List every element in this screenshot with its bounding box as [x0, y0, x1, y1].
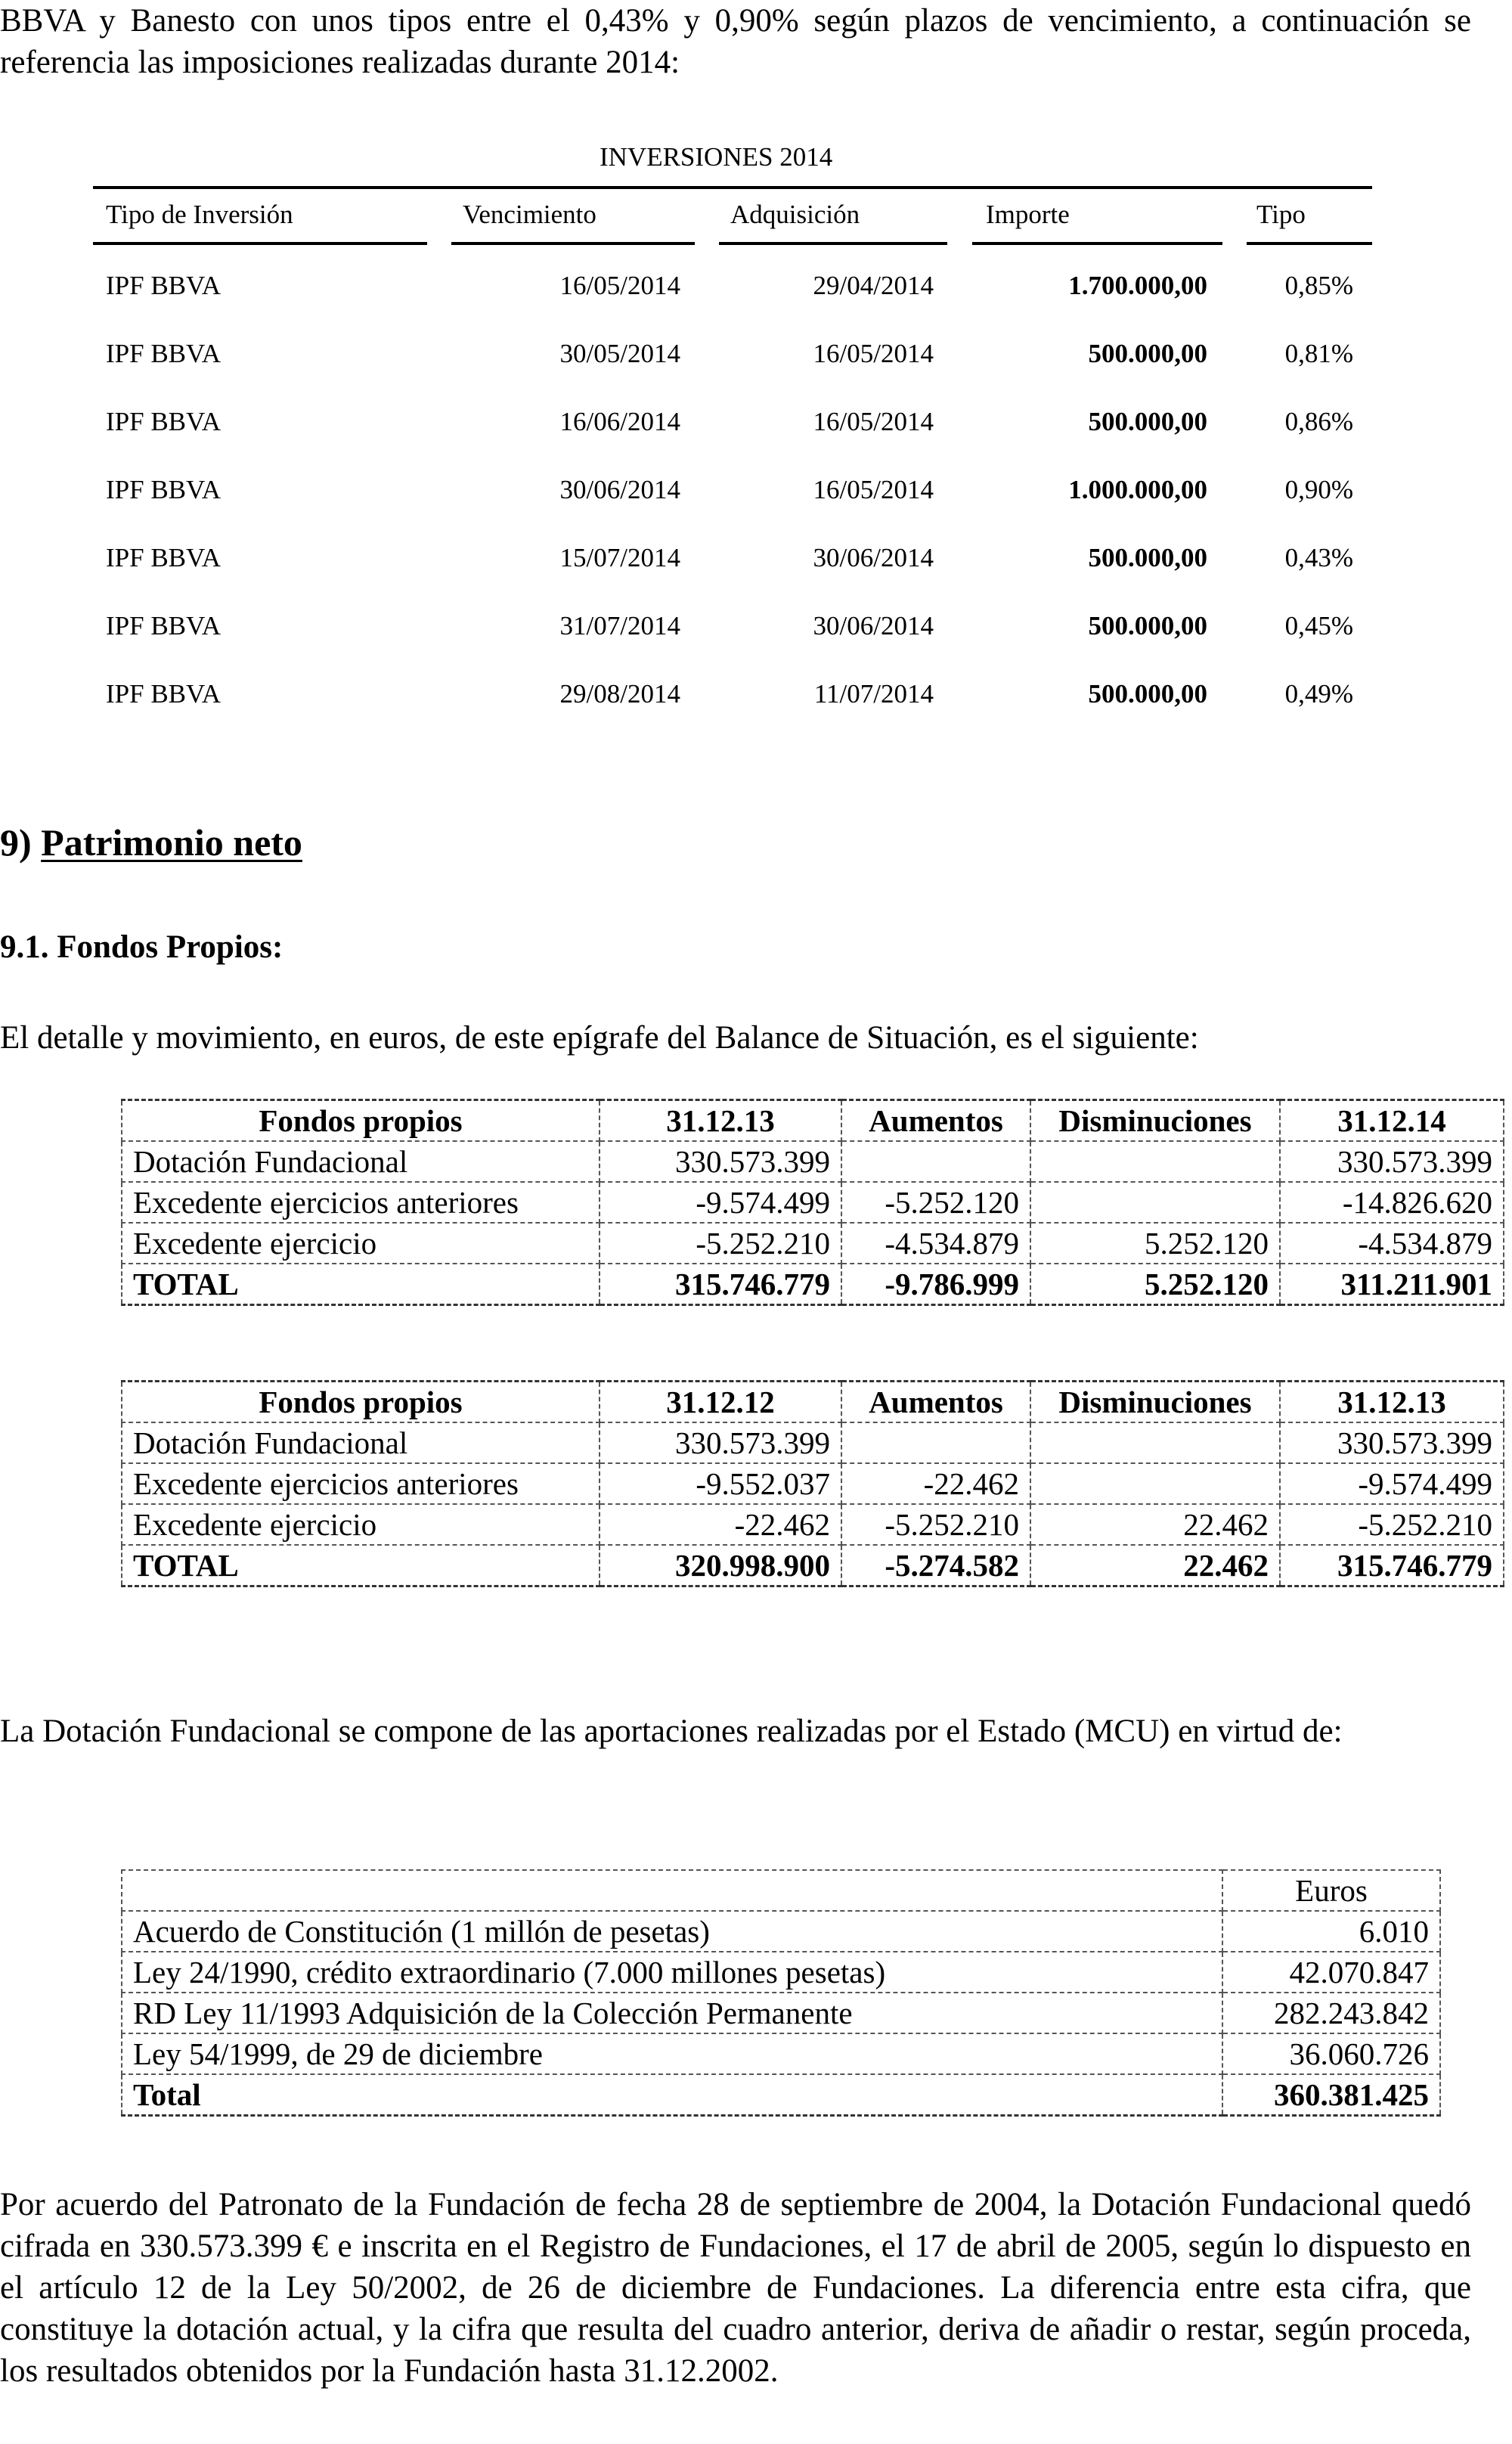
- row-label: Ley 54/1999, de 29 de diciembre: [122, 2033, 1222, 2074]
- cell-tipo: 0,45%: [1284, 611, 1353, 640]
- cell-value: -5.252.210: [600, 1223, 841, 1264]
- header-underline: [1247, 242, 1372, 245]
- cell-value: 330.573.399: [600, 1422, 841, 1463]
- cell-value: -22.462: [841, 1463, 1030, 1504]
- table-row: [122, 2033, 1440, 2074]
- total-value: -5.274.582: [841, 1545, 1030, 1586]
- section-number: 9): [0, 821, 32, 864]
- row-label: Dotación Fundacional: [122, 1422, 600, 1463]
- total-row: [122, 2074, 1440, 2116]
- cell-tipo-inversion: IPF BBVA: [106, 407, 222, 436]
- header-empty: [122, 1870, 1222, 1911]
- cell-tipo-inversion: IPF BBVA: [106, 475, 222, 504]
- section-heading: [0, 820, 302, 864]
- cell-value: 282.243.842: [1222, 1993, 1440, 2033]
- cell-adquisicion: 30/06/2014: [813, 543, 934, 572]
- total-value: 315.746.779: [1280, 1545, 1504, 1586]
- header-importe: Importe: [986, 200, 1070, 229]
- cell-value: [1030, 1463, 1280, 1504]
- cell-value: -9.552.037: [600, 1463, 841, 1504]
- cell-tipo-inversion: IPF BBVA: [106, 543, 222, 572]
- row-label: Excedente ejercicios anteriores: [122, 1182, 600, 1223]
- header-underline: [719, 242, 947, 245]
- dotacion-paragraph: La Dotación Fundacional se compone de las aportaciones realizadas por el Estado (MCU) en virtud de:: [0, 1714, 1343, 1749]
- cell-tipo: 0,81%: [1284, 339, 1353, 368]
- fondos-propios-2013-table: [121, 1380, 1504, 1587]
- header-aumentos: Aumentos: [841, 1100, 1030, 1142]
- header-date-end: 31.12.14: [1280, 1100, 1504, 1142]
- cell-importe: 1.700.000,00: [1068, 271, 1207, 300]
- header-aumentos: Aumentos: [841, 1382, 1030, 1423]
- total-value: 5.252.120: [1030, 1264, 1280, 1305]
- cell-tipo: 0,85%: [1284, 271, 1353, 300]
- cell-vencimiento: 16/05/2014: [559, 271, 680, 300]
- intro-paragraph: BBVA y Banesto con unos tipos entre el 0,43% y 0,90% según plazos de vencimiento, a continuación se referencia las imposiciones realizadas durante 2014:: [0, 3, 1471, 80]
- cell-vencimiento: 30/06/2014: [559, 475, 680, 504]
- row-label: Excedente ejercicios anteriores: [122, 1463, 600, 1504]
- row-label: Ley 24/1990, crédito extraordinario (7.000 millones pesetas): [122, 1952, 1222, 1993]
- table-row: [122, 1911, 1440, 1952]
- cell-value: 6.010: [1222, 1911, 1440, 1952]
- cell-value: [1030, 1141, 1280, 1182]
- row-label: Acuerdo de Constitución (1 millón de pesetas): [122, 1911, 1222, 1952]
- cell-value: 330.573.399: [1280, 1141, 1504, 1182]
- total-label: TOTAL: [122, 1264, 600, 1305]
- cell-importe: 500.000,00: [1088, 611, 1207, 640]
- detail-paragraph: El detalle y movimiento, en euros, de este epígrafe del Balance de Situación, es el siguiente:: [0, 1020, 1199, 1056]
- cell-vencimiento: 29/08/2014: [559, 679, 680, 709]
- cell-vencimiento: 31/07/2014: [559, 611, 680, 640]
- cell-tipo-inversion: IPF BBVA: [106, 611, 222, 640]
- cell-value: -22.462: [600, 1504, 841, 1545]
- header-underline: [451, 242, 695, 245]
- fondos-propios-2014-table: [121, 1099, 1504, 1306]
- cell-tipo: 0,43%: [1284, 543, 1353, 572]
- cell-tipo-inversion: IPF BBVA: [106, 271, 222, 300]
- cell-value: 5.252.120: [1030, 1223, 1280, 1264]
- table-row: [122, 1141, 1504, 1182]
- inversiones-title: INVERSIONES 2014: [600, 142, 833, 172]
- aportaciones-table: [121, 1869, 1441, 2117]
- cell-value: 42.070.847: [1222, 1952, 1440, 1993]
- table-row: [122, 1223, 1504, 1264]
- table-row: [122, 1993, 1440, 2033]
- row-label: Excedente ejercicio: [122, 1504, 600, 1545]
- table-header-row: [122, 1100, 1504, 1142]
- header-disminuciones: Disminuciones: [1030, 1100, 1280, 1142]
- cell-importe: 500.000,00: [1088, 543, 1207, 572]
- table-row: [122, 1504, 1504, 1545]
- header-date-start: 31.12.12: [600, 1382, 841, 1423]
- total-row: [122, 1264, 1504, 1305]
- cell-adquisicion: 16/05/2014: [813, 475, 934, 504]
- cell-value: 22.462: [1030, 1504, 1280, 1545]
- row-label: RD Ley 11/1993 Adquisición de la Colección Permanente: [122, 1993, 1222, 2033]
- cell-value: -5.252.210: [841, 1504, 1030, 1545]
- cell-importe: 500.000,00: [1088, 407, 1207, 436]
- section-title: Patrimonio neto: [41, 821, 302, 864]
- header-vencimiento: Vencimiento: [463, 200, 596, 229]
- cell-value: -5.252.120: [841, 1182, 1030, 1223]
- total-value: 360.381.425: [1222, 2074, 1440, 2116]
- cell-vencimiento: 16/06/2014: [559, 407, 680, 436]
- cell-adquisicion: 16/05/2014: [813, 407, 934, 436]
- total-row: [122, 1545, 1504, 1586]
- header-fondos-propios: Fondos propios: [122, 1100, 600, 1142]
- row-label: Dotación Fundacional: [122, 1141, 600, 1182]
- cell-vencimiento: 30/05/2014: [559, 339, 680, 368]
- cell-vencimiento: 15/07/2014: [559, 543, 680, 572]
- total-label: Total: [122, 2074, 1222, 2116]
- table-row: [122, 1422, 1504, 1463]
- cell-value: -4.534.879: [841, 1223, 1030, 1264]
- table-row: [122, 1182, 1504, 1223]
- cell-tipo: 0,90%: [1284, 475, 1353, 504]
- table-row: [122, 1463, 1504, 1504]
- table-row: [122, 1952, 1440, 1993]
- cell-tipo: 0,86%: [1284, 407, 1353, 436]
- cell-adquisicion: 16/05/2014: [813, 339, 934, 368]
- cell-value: [1030, 1182, 1280, 1223]
- cell-value: -9.574.499: [1280, 1463, 1504, 1504]
- cell-tipo: 0,49%: [1284, 679, 1353, 709]
- cell-importe: 500.000,00: [1088, 679, 1207, 709]
- total-value: 311.211.901: [1280, 1264, 1504, 1305]
- closing-paragraph: Por acuerdo del Patronato de la Fundación de fecha 28 de septiembre de 2004, la Dotación Fundacional quedó cifrada en 330.573.399 € e inscrita en el Registro de Fundaciones, el 17 de abril de 2005, según lo dispuesto en el artículo 12 de la Ley 50/2002, de 26 de diciembre de Fundaciones. La diferencia entre esta cifra, que constituye la dotación actual, y la cifra que resulta del cuadro anterior, deriva de añadir o restar, según proceda, los resultados obtenidos por la Fundación hasta 31.12.2002.: [0, 2187, 1471, 2389]
- cell-importe: 1.000.000,00: [1068, 475, 1207, 504]
- header-adquisicion: Adquisición: [730, 200, 860, 229]
- total-value: 22.462: [1030, 1545, 1280, 1586]
- cell-value: -5.252.210: [1280, 1504, 1504, 1545]
- cell-value: [841, 1422, 1030, 1463]
- cell-value: -9.574.499: [600, 1182, 841, 1223]
- cell-tipo-inversion: IPF BBVA: [106, 339, 222, 368]
- cell-value: 330.573.399: [1280, 1422, 1504, 1463]
- header-underline: [93, 242, 427, 245]
- cell-value: -14.826.620: [1280, 1182, 1504, 1223]
- total-value: 315.746.779: [600, 1264, 841, 1305]
- header-fondos-propios: Fondos propios: [122, 1382, 600, 1423]
- header-disminuciones: Disminuciones: [1030, 1382, 1280, 1423]
- header-euros: Euros: [1222, 1870, 1440, 1911]
- cell-importe: 500.000,00: [1088, 339, 1207, 368]
- cell-value: -4.534.879: [1280, 1223, 1504, 1264]
- table-header-row: [122, 1870, 1440, 1911]
- total-label: TOTAL: [122, 1545, 600, 1586]
- cell-value: 36.060.726: [1222, 2033, 1440, 2074]
- cell-adquisicion: 11/07/2014: [813, 679, 934, 709]
- total-value: -9.786.999: [841, 1264, 1030, 1305]
- cell-value: 330.573.399: [600, 1141, 841, 1182]
- cell-adquisicion: 29/04/2014: [813, 271, 934, 300]
- cell-adquisicion: 30/06/2014: [813, 611, 934, 640]
- header-tipo-inversion: Tipo de Inversión: [106, 200, 293, 229]
- cell-tipo-inversion: IPF BBVA: [106, 679, 222, 709]
- header-date-start: 31.12.13: [600, 1100, 841, 1142]
- header-date-end: 31.12.13: [1280, 1382, 1504, 1423]
- table-header-row: [122, 1382, 1504, 1423]
- row-label: Excedente ejercicio: [122, 1223, 600, 1264]
- cell-value: [1030, 1422, 1280, 1463]
- header-underline: [972, 242, 1222, 245]
- cell-value: [841, 1141, 1030, 1182]
- total-value: 320.998.900: [600, 1545, 841, 1586]
- subsection-heading: 9.1. Fondos Propios:: [0, 929, 284, 965]
- header-tipo: Tipo: [1256, 200, 1306, 229]
- inversiones-top-rule: [93, 186, 1372, 189]
